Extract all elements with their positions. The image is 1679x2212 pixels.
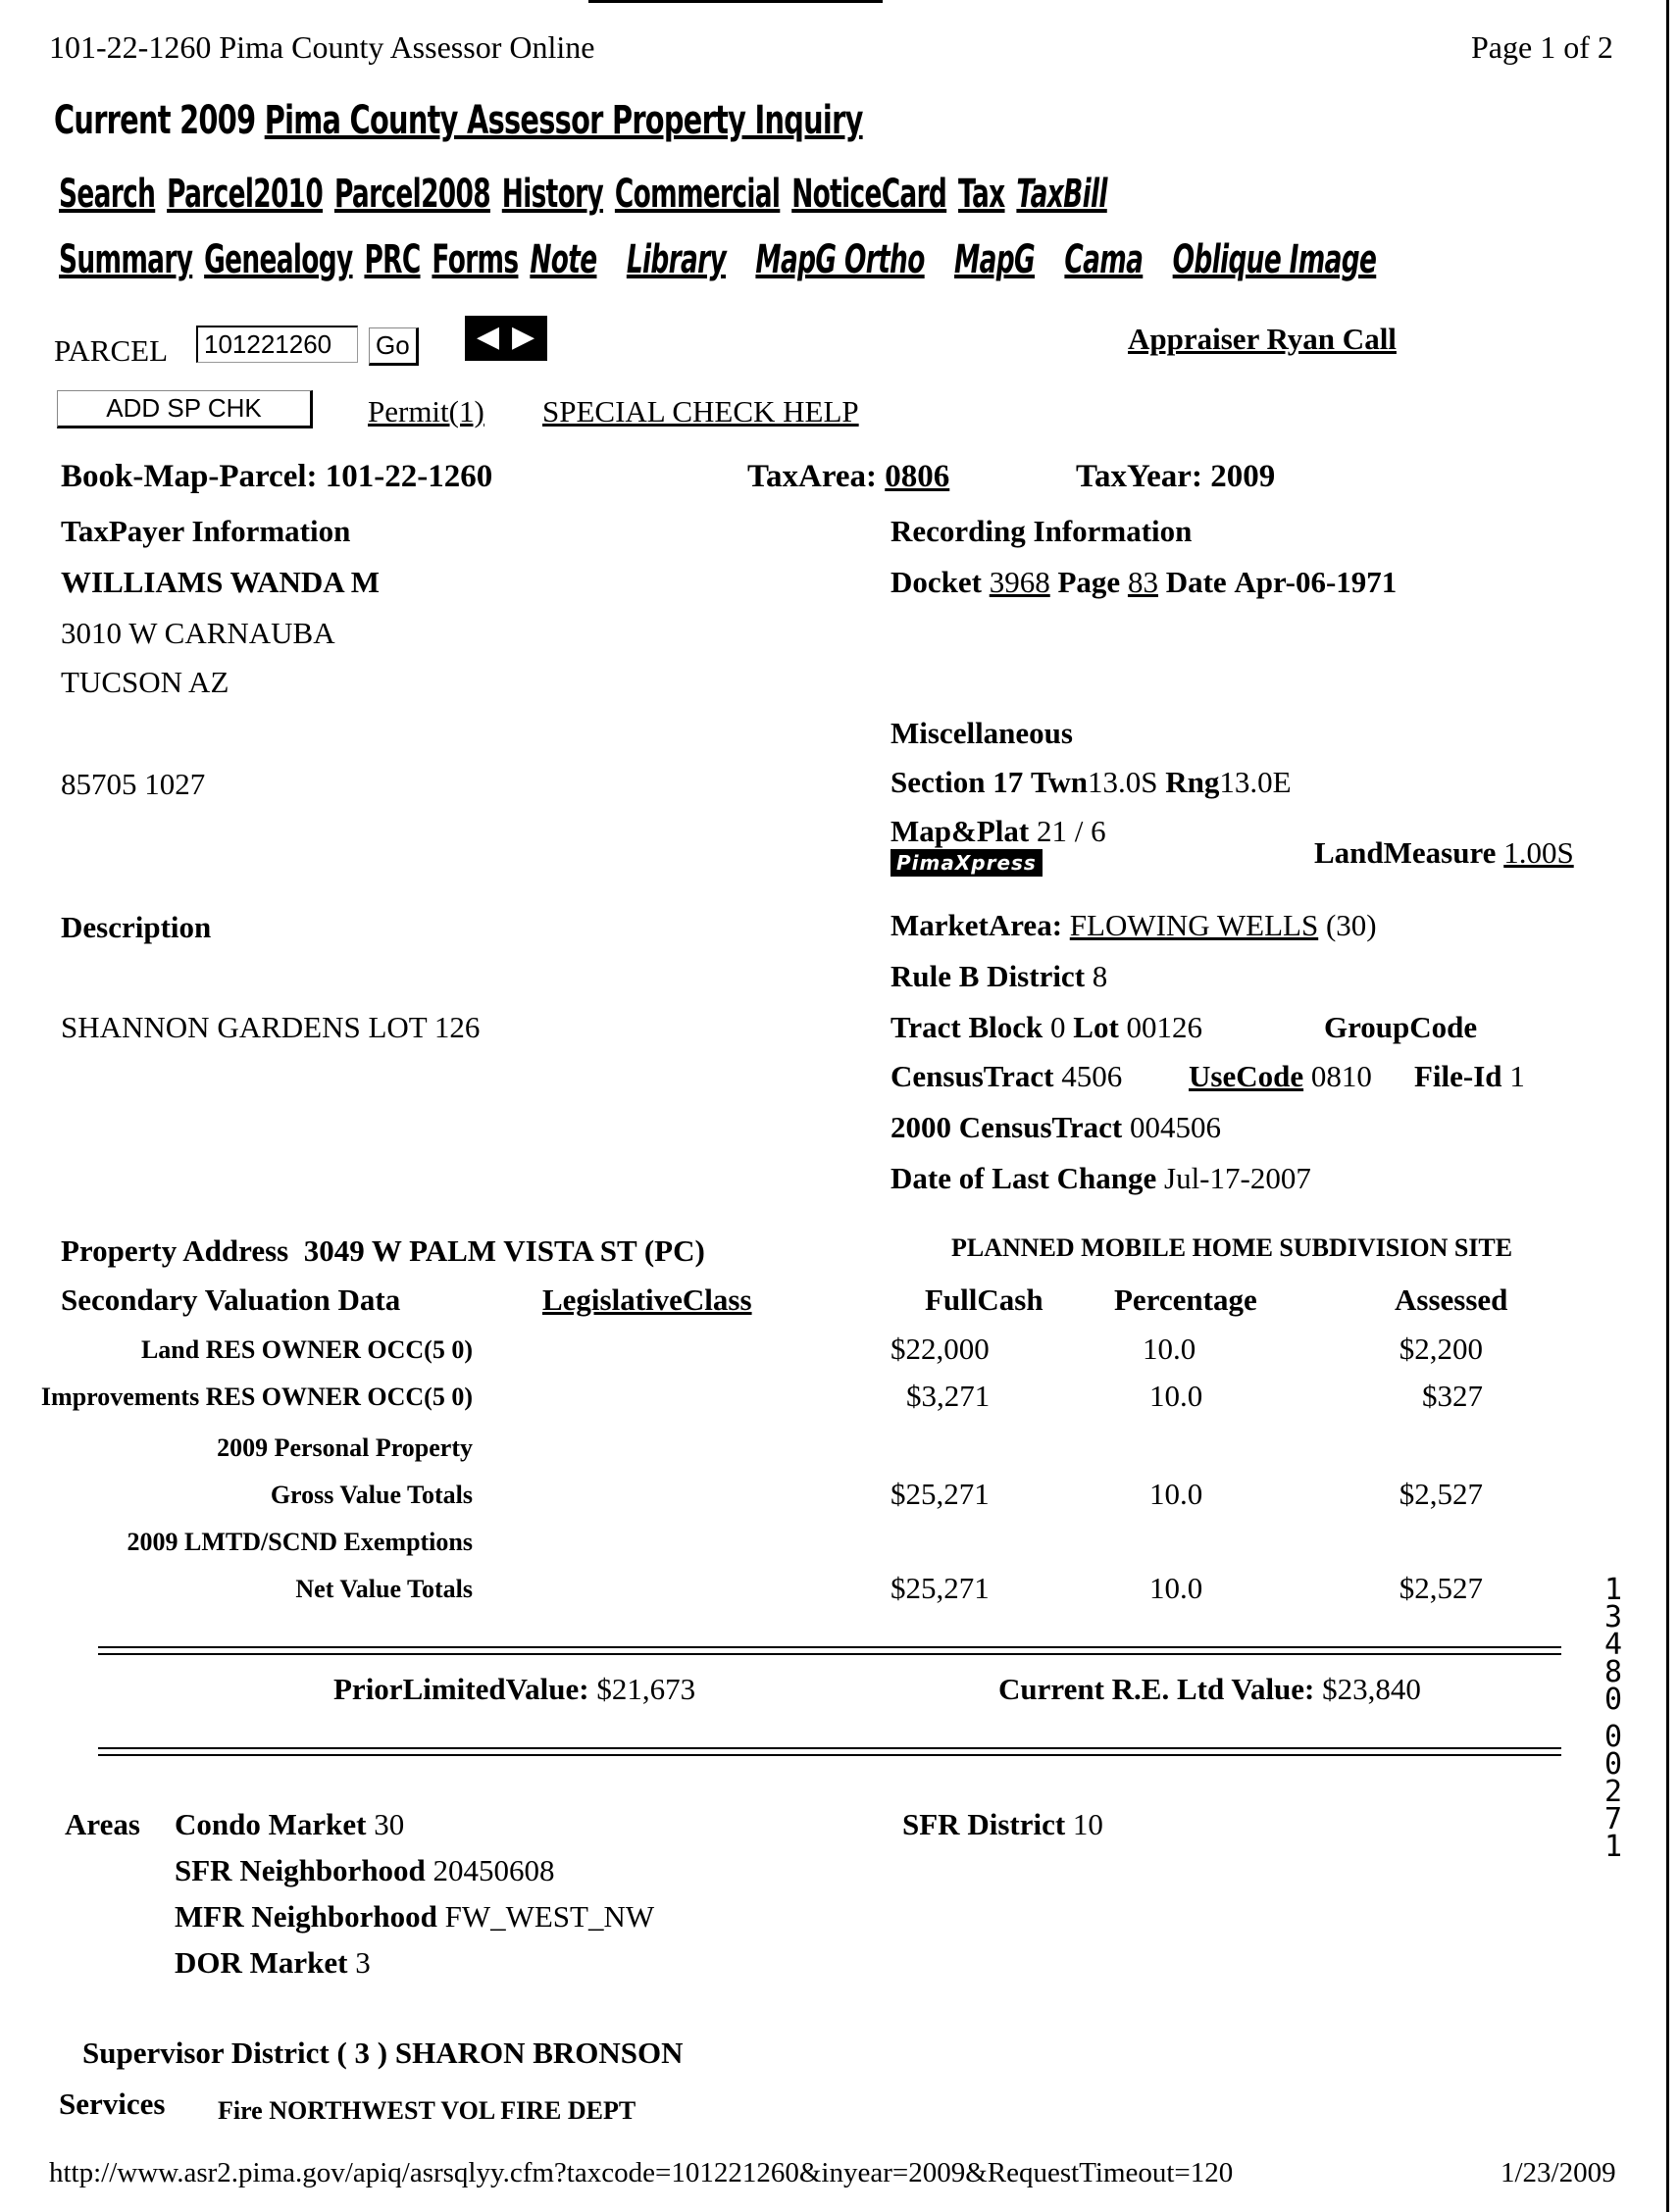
top-scan-mark [588,0,883,3]
lastchange-value: Jul-17-2007 [1164,1161,1311,1195]
document-stamp-1: 13480 [1603,1573,1623,1717]
ruleb-label: Rule B District [890,959,1086,993]
areas-label: Areas [65,1807,140,1841]
condo-market-line [175,1807,404,1842]
nav-summary-link[interactable]: Summary [59,237,193,282]
condo-market-label: Condo Market [175,1807,367,1841]
nav-prc-link[interactable]: PRC [364,237,421,282]
go-button[interactable]: Go [369,327,419,366]
property-address-value: 3049 W PALM VISTA ST (PC) [303,1233,705,1268]
taxpayer-name: WILLIAMS WANDA M [61,565,380,599]
divider-top-1 [98,1646,1561,1648]
fire-district: Fire NORTHWEST VOL FIRE DEPT [218,2096,636,2125]
landmeasure-link[interactable]: 1.00S [1503,835,1574,870]
page-edge [1666,0,1669,2212]
nav-genealogy-link[interactable]: Genealogy [204,237,353,282]
nav-forms-link[interactable]: Forms [432,237,519,282]
census-value: 4506 [1061,1059,1123,1093]
usecode-link[interactable]: UseCode [1189,1059,1304,1093]
section-line [890,765,1292,800]
ruleb-line [890,959,1107,994]
census2000-label: 2000 CensusTract [890,1110,1123,1144]
landmeasure-label: LandMeasure [1314,835,1497,870]
next-parcel-icon[interactable]: ▶ [512,320,535,354]
nav-row-2 [59,237,1406,282]
valuation-row-percentage: 10.0 [1149,1571,1203,1605]
usecode-value: 0810 [1310,1059,1372,1093]
section-label: Section [890,765,986,799]
census2000-value: 004506 [1129,1110,1221,1144]
current-ltd-value [998,1672,1421,1707]
add-sp-chk-button[interactable]: ADD SP CHK [57,390,313,428]
page-title [54,98,863,143]
taxarea-link[interactable]: 0806 [885,459,950,494]
special-check-help-link[interactable]: SPECIAL CHECK HELP [542,394,859,428]
census2000-line [890,1110,1221,1145]
valuation-row-assessed: $2,527 [1399,1477,1483,1511]
valuation-row-fullcash: $25,271 [890,1477,990,1511]
taxyear-label: TaxYear: [1076,459,1202,494]
dor-market-label: DOR Market [175,1945,348,1980]
twn-value: 13.0S [1087,765,1158,799]
print-footer-url: http://www.asr2.pima.gov/apiq/asrsqlyy.cfm?taxcode=101221260&inyear=2009&RequestTimeout=120 [49,2157,1234,2188]
tract-line [890,1010,1202,1045]
marketarea-code: (30) [1325,908,1377,942]
sfr-neighborhood-value: 20450608 [432,1853,555,1887]
prior-limited-value [333,1672,695,1707]
valuation-row-percentage: 10.0 [1149,1477,1203,1511]
taxpayer-address2: TUCSON AZ [61,665,229,699]
nav-search-link[interactable]: Search [59,172,156,217]
nav-cama-link[interactable]: Cama [1064,237,1144,282]
lot-label: Lot [1073,1010,1119,1044]
services-label: Services [59,2086,166,2121]
recording-heading: Recording Information [890,514,1193,548]
nav-mapg-ortho-link[interactable]: MapG Ortho [755,237,925,282]
page-title-link[interactable]: Pima County Assessor Property Inquiry [264,98,863,143]
property-address-label: Property Address [61,1233,289,1268]
usecode-line [1189,1059,1372,1094]
prior-limited-amount: $21,673 [596,1672,696,1706]
property-address [61,1233,705,1269]
nav-note-link[interactable]: Note [530,237,597,282]
landmeasure-line [1314,835,1574,871]
marketarea-label: MarketArea: [890,908,1063,942]
nav-oblique-image-link[interactable]: Oblique Image [1172,237,1377,282]
nav-history-link[interactable]: History [501,172,604,217]
census-label: CensusTract [890,1059,1054,1093]
docket-label: Docket [890,565,982,599]
description-heading: Description [61,910,212,944]
marketarea-link[interactable]: FLOWING WELLS [1069,908,1319,942]
taxpayer-heading: TaxPayer Information [61,514,351,548]
section-value: 17 [992,765,1024,799]
mfr-neighborhood-line [175,1899,654,1935]
valuation-row-assessed: $2,200 [1399,1332,1483,1366]
nav-row-1 [59,172,1137,217]
divider-top-2 [98,1653,1561,1655]
parcel-input[interactable]: 101221260 [196,326,358,363]
valuation-row-label: 2009 LMTD/SCND Exemptions [127,1528,473,1556]
valuation-row-fullcash: $22,000 [890,1332,990,1366]
bmp-value: 101-22-1260 [325,459,493,494]
valuation-row-label: Gross Value Totals [270,1481,473,1509]
recording-line [890,565,1397,600]
mapplat-label: Map&Plat [890,814,1030,848]
sfr-neighborhood-line [175,1853,555,1888]
mfr-neighborhood-label: MFR Neighborhood [175,1899,437,1934]
legislative-class-link[interactable]: LegislativeClass [542,1282,752,1317]
print-footer-date: 1/23/2009 [1501,2157,1616,2188]
prior-limited-label: PriorLimitedValue: [333,1672,589,1706]
sfr-district-value: 10 [1072,1807,1103,1841]
parcel-nav-arrows [465,316,547,361]
taxpayer-zip: 85705 1027 [61,767,206,801]
taxarea-label: TaxArea: [747,459,877,494]
lastchange-label: Date of Last Change [890,1161,1157,1195]
assessed-header: Assessed [1395,1282,1508,1317]
valuation-row-assessed: $2,527 [1399,1571,1483,1605]
taxpayer-address1: 3010 W CARNAUBA [61,616,335,650]
map-plat-line [890,814,1106,849]
print-header-left: 101-22-1260 Pima County Assessor Online [49,29,595,65]
current-ltd-label: Current R.E. Ltd Value: [998,1672,1315,1706]
valuation-row-label: Improvements RES OWNER OCC(5 0) [40,1382,473,1411]
description-text: SHANNON GARDENS LOT 126 [61,1010,481,1044]
taxyear-value: 2009 [1210,459,1276,494]
valuation-row-assessed: $327 [1422,1379,1483,1413]
lastchange-line [890,1161,1311,1196]
date-value: Apr-06-1971 [1234,565,1398,599]
mapplat-value: 21 / 6 [1036,814,1106,848]
groupcode-label: GroupCode [1324,1010,1478,1044]
pimaxpress-button[interactable]: PimaXpress [890,849,1043,877]
nav-commercial-link[interactable]: Commercial [614,172,781,217]
permit-link[interactable]: Permit(1) [368,394,484,428]
sfr-district-label: SFR District [902,1807,1066,1841]
valuation-row-fullcash: $25,271 [890,1571,990,1605]
valuation-heading: Secondary Valuation Data [61,1282,401,1317]
divider-bottom-2 [98,1754,1561,1756]
misc-heading: Miscellaneous [890,716,1073,750]
divider-bottom-1 [98,1747,1561,1749]
current-ltd-amount: $23,840 [1322,1672,1421,1706]
nav-tax-link[interactable]: Tax [958,172,1005,217]
fullcash-header: FullCash [925,1282,1043,1317]
date-label: Date [1165,565,1227,599]
print-header-page: Page 1 of 2 [1471,29,1613,65]
page-label: Page [1057,565,1121,599]
percentage-header: Percentage [1114,1282,1257,1317]
prev-parcel-icon[interactable]: ◀ [477,320,500,354]
twn-label: Twn [1030,765,1088,799]
census-line [890,1059,1122,1094]
nav-taxbill-link[interactable]: TaxBill [1016,172,1107,217]
valuation-row-label: Net Value Totals [295,1575,473,1603]
sfr-district-line [902,1807,1103,1842]
book-map-parcel [61,459,492,495]
document-stamp-2: 00271 [1603,1720,1623,1864]
valuation-row-label: Land RES OWNER OCC(5 0) [140,1335,473,1364]
lot-value: 00126 [1126,1010,1203,1044]
nav-parcel2008-link[interactable]: Parcel2008 [333,172,490,217]
valuation-row-label: 2009 Personal Property [217,1433,473,1462]
marketarea-line [890,908,1377,943]
ruleb-value: 8 [1092,959,1108,993]
valuation-row-percentage: 10.0 [1149,1379,1203,1413]
page-link[interactable]: 83 [1127,565,1158,599]
rng-label: Rng [1165,765,1220,799]
fileid-label: File-Id [1414,1059,1502,1093]
subdivision-type: PLANNED MOBILE HOME SUBDIVISION SITE [951,1233,1513,1262]
tract-label: Tract Block [890,1010,1043,1044]
supervisor-district: Supervisor District ( 3 ) SHARON BRONSON [82,2036,684,2070]
fileid-line [1414,1059,1525,1094]
nav-noticecard-link[interactable]: NoticeCard [791,172,947,217]
condo-market-value: 30 [374,1807,405,1841]
parcel-label: PARCEL [54,333,169,368]
rng-value: 13.0E [1219,765,1292,799]
fileid-value: 1 [1509,1059,1525,1093]
nav-mapg-link[interactable]: MapG [954,237,1036,282]
bmp-label: Book-Map-Parcel: [61,459,318,494]
tract-block-value: 0 [1050,1010,1066,1044]
nav-library-link[interactable]: Library [626,237,727,282]
sfr-neighborhood-label: SFR Neighborhood [175,1853,426,1887]
appraiser-link[interactable]: Appraiser Ryan Call [1128,322,1397,356]
valuation-row-fullcash: $3,271 [906,1379,991,1413]
valuation-row-percentage: 10.0 [1143,1332,1196,1366]
nav-parcel2010-link[interactable]: Parcel2010 [167,172,324,217]
tax-area [747,459,949,495]
mfr-neighborhood-value: FW_WEST_NW [444,1899,655,1934]
dor-market-value: 3 [355,1945,371,1980]
page-title-prefix: Current 2009 [54,98,265,143]
dor-market-line [175,1945,371,1981]
tax-year [1076,459,1275,495]
docket-link[interactable]: 3968 [989,565,1050,599]
